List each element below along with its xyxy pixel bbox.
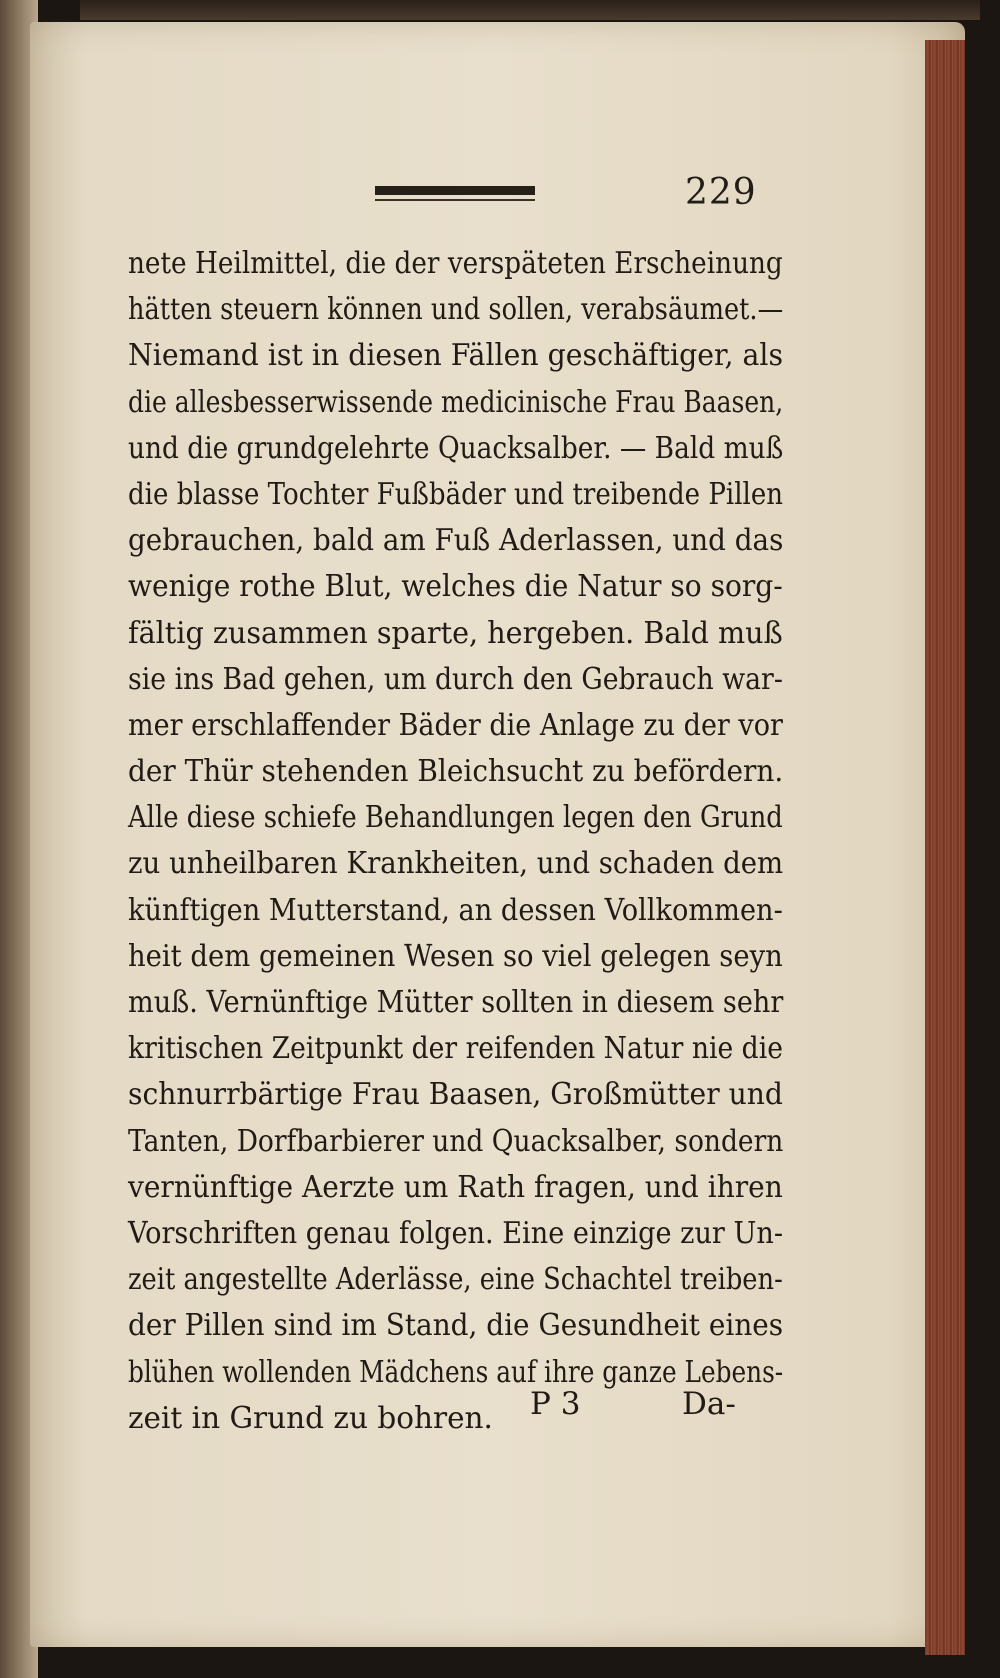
header-rule-thin xyxy=(375,199,535,201)
text-line: zeit angestellte Aderlässe, eine Schachtel treiben- xyxy=(128,1262,783,1297)
page-number: 229 xyxy=(685,172,757,213)
text-line: blühen wollenden Mädchens auf ihre ganze Lebens- xyxy=(128,1354,784,1389)
text-line: vernünftige Aerzte um Rath fragen, und ihren xyxy=(128,1169,783,1204)
text-line: der Thür stehenden Bleichsucht zu befördern. xyxy=(128,754,784,789)
text-line: nete Heilmittel, die der verspäteten Erscheinung xyxy=(128,246,783,280)
text-line: die allesbesserwissende medicinische Frau Baasen, xyxy=(128,384,784,419)
text-line: gebrauchen, bald am Fuß Aderlassen, und das xyxy=(128,523,784,558)
header-ornament-rule xyxy=(375,186,535,204)
text-line: die blasse Tochter Fußbäder und treibende Pillen xyxy=(128,476,784,511)
body-text xyxy=(128,240,784,1441)
text-line: hätten steuern können und sollen, verabsäumet.— xyxy=(128,292,784,327)
text-line: Tanten, Dorfbarbierer und Quacksalber, sondern xyxy=(128,1123,784,1158)
text-line: kritischen Zeitpunkt der reifenden Natur nie die xyxy=(128,1031,783,1066)
text-line: und die grundgelehrte Quacksalber. — Bald muß xyxy=(128,430,784,465)
text-line: Alle diese schiefe Behandlungen legen den Grund xyxy=(128,800,783,835)
text-line: Niemand ist in diesen Fällen geschäftiger, als xyxy=(128,338,783,373)
text-line: heit dem gemeinen Wesen so viel gelegen seyn xyxy=(128,938,783,973)
book-top-edge xyxy=(80,0,980,20)
header-rule-thick xyxy=(375,186,535,195)
text-line: schnurrbärtige Frau Baasen, Großmütter und xyxy=(128,1077,783,1112)
signature-mark: P 3 xyxy=(530,1386,581,1422)
text-line: sie ins Bad gehen, um durch den Gebrauch war- xyxy=(128,661,783,696)
catchword: Da- xyxy=(682,1386,736,1422)
text-line: der Pillen sind im Stand, die Gesundheit eines xyxy=(128,1308,784,1343)
text-line: muß. Vernünftige Mütter sollten in diesem sehr xyxy=(128,985,784,1019)
text-line: fältig zusammen sparte, hergeben. Bald muß xyxy=(128,615,783,650)
page-fore-edge xyxy=(925,40,965,1655)
text-line: mer erschlaffender Bäder die Anlage zu der vor xyxy=(128,707,783,742)
text-line: Vorschriften genau folgen. Eine einzige zur Un- xyxy=(128,1215,784,1250)
text-line: künftigen Mutterstand, an dessen Vollkommen- xyxy=(128,892,783,927)
text-line: zu unheilbaren Krankheiten, und schaden dem xyxy=(128,846,784,881)
text-line-last: zeit in Grund zu bohren. xyxy=(128,1400,493,1435)
text-line: wenige rothe Blut, welches die Natur so sorg- xyxy=(128,569,783,604)
